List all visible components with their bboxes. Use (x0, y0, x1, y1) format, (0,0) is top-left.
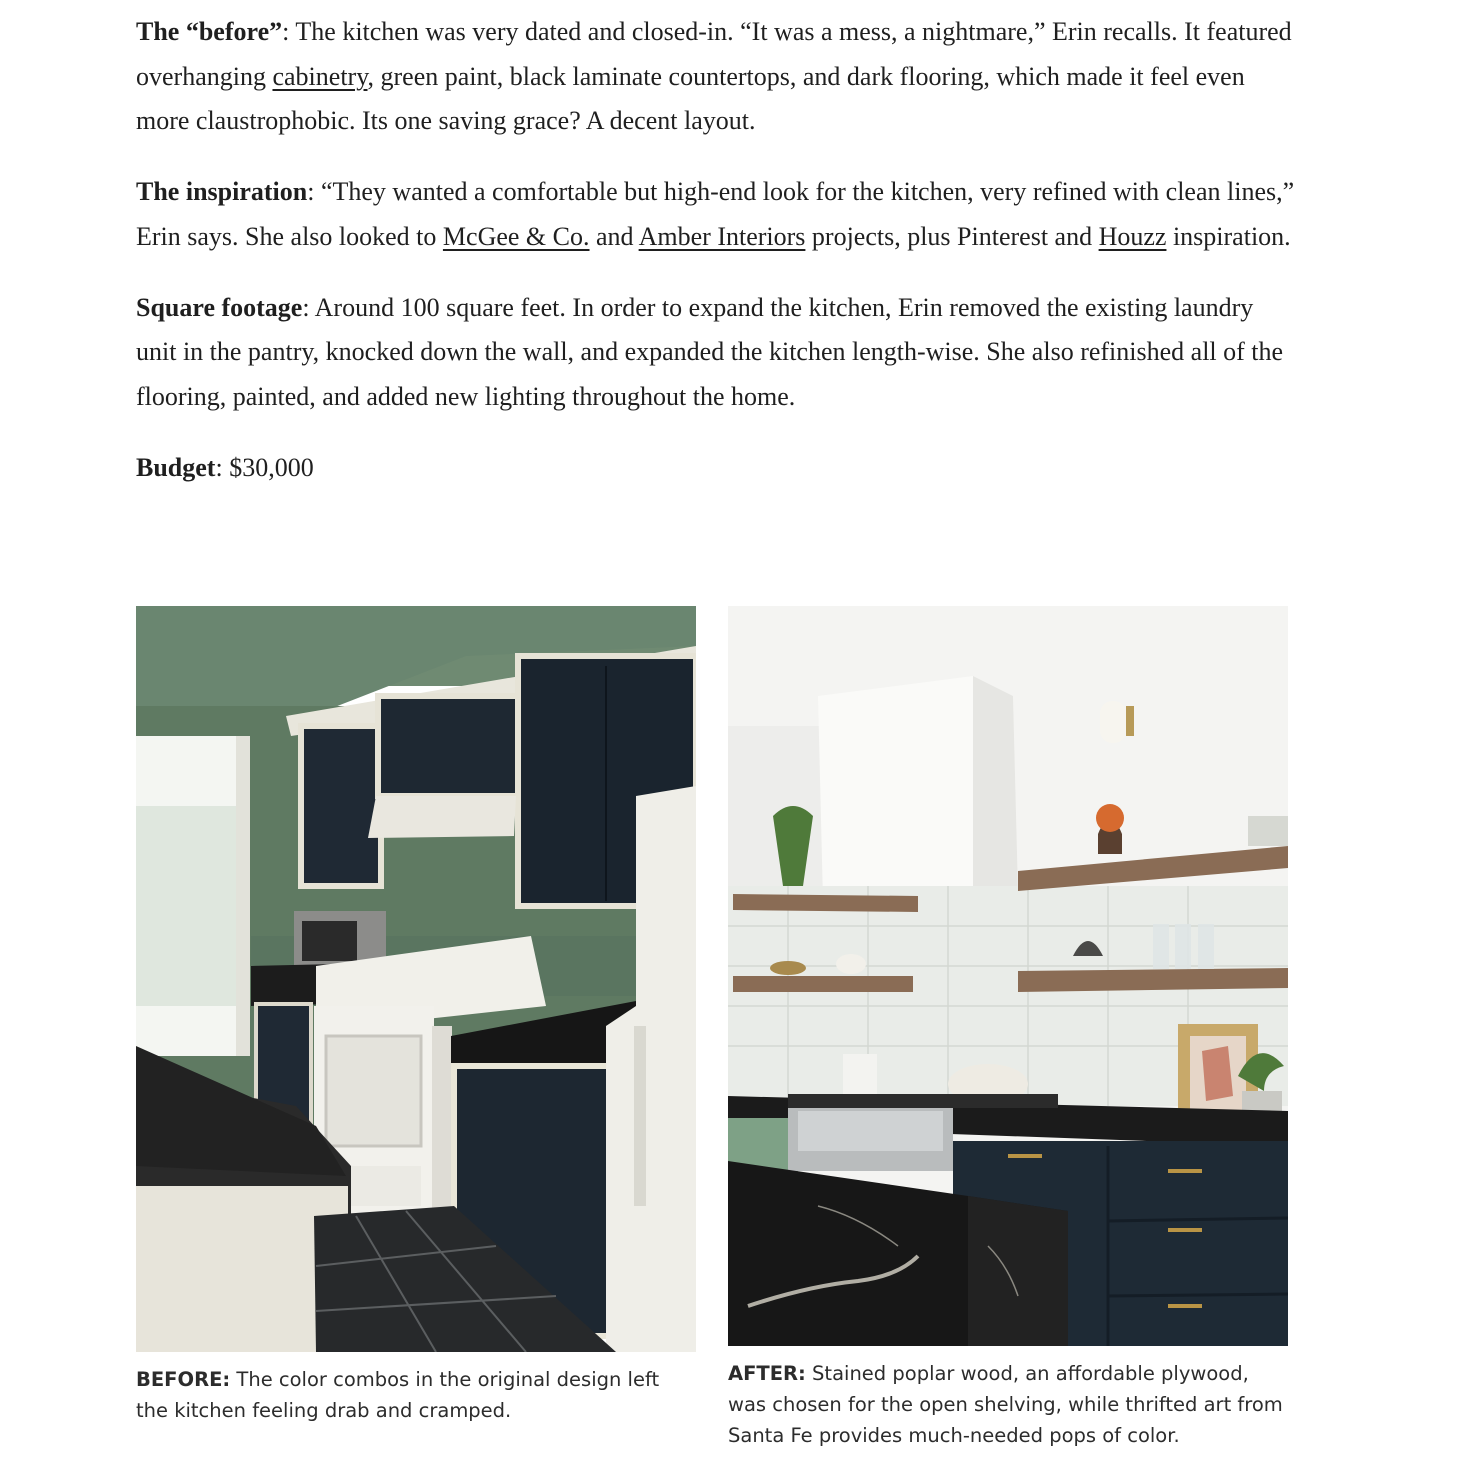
inspiration-text-2: and (589, 221, 639, 251)
before-text-1: The kitchen was very dated and closed-in. “It was a mess, a nightmare,” Erin recalls. It featured overhanging (136, 17, 1292, 91)
paragraph-square-footage (136, 286, 1296, 420)
paragraph-before (136, 10, 1296, 144)
before-kitchen-photo (136, 606, 696, 1352)
after-caption-text: Stained poplar wood, an affordable plywood, was chosen for the open shelving, while thrifted art from Santa Fe provides much-needed pops of color. (728, 1362, 1283, 1447)
after-caption (728, 1358, 1288, 1451)
after-kitchen-photo (728, 606, 1288, 1346)
paragraph-budget (136, 446, 1296, 491)
square-footage-text: Around 100 square feet. In order to expand the kitchen, Erin removed the existing laundry unit in the pantry, knocked down the wall, and expanded the kitchen length-wise. She also refinished all of the flooring, painted, and added new lighting throughout the home. (136, 292, 1284, 411)
label-inspiration: The inspiration (136, 177, 308, 207)
houzz-link[interactable]: Houzz (1098, 221, 1167, 251)
amber-interiors-link[interactable]: Amber Interiors (638, 221, 806, 251)
before-caption-tag: BEFORE: (136, 1368, 231, 1391)
mcgee-link[interactable]: McGee & Co. (442, 221, 590, 251)
label-square-footage: Square footage (136, 292, 303, 322)
before-caption-text: The color combos in the original design left the kitchen feeling drab and cramped. (136, 1368, 660, 1422)
label-separator: : (302, 292, 315, 322)
budget-value: $30,000 (229, 452, 314, 482)
label-budget: Budget (136, 452, 216, 482)
label-separator: : (307, 177, 321, 207)
paragraph-inspiration (136, 170, 1296, 259)
inspiration-text-3: projects, plus Pinterest and (805, 221, 1099, 251)
before-text-2: , green paint, black laminate countertops, and dark flooring, which made it feel even more claustrophobic. Its one saving grace? A decent layout. (136, 61, 1245, 136)
label-before: The “before” (136, 17, 283, 46)
inspiration-text-4: inspiration. (1166, 221, 1291, 251)
inspiration-text-1: “They wanted a comfortable but high-end look for the kitchen, very refined with clean lines,” Erin says. She also looked to (136, 177, 1295, 251)
label-separator: : (215, 452, 230, 482)
after-caption-tag: AFTER: (728, 1362, 806, 1385)
cabinetry-link[interactable]: cabinetry (272, 61, 368, 91)
label-separator: : (282, 17, 296, 46)
article-body (136, 10, 1296, 490)
before-caption (136, 1364, 696, 1426)
